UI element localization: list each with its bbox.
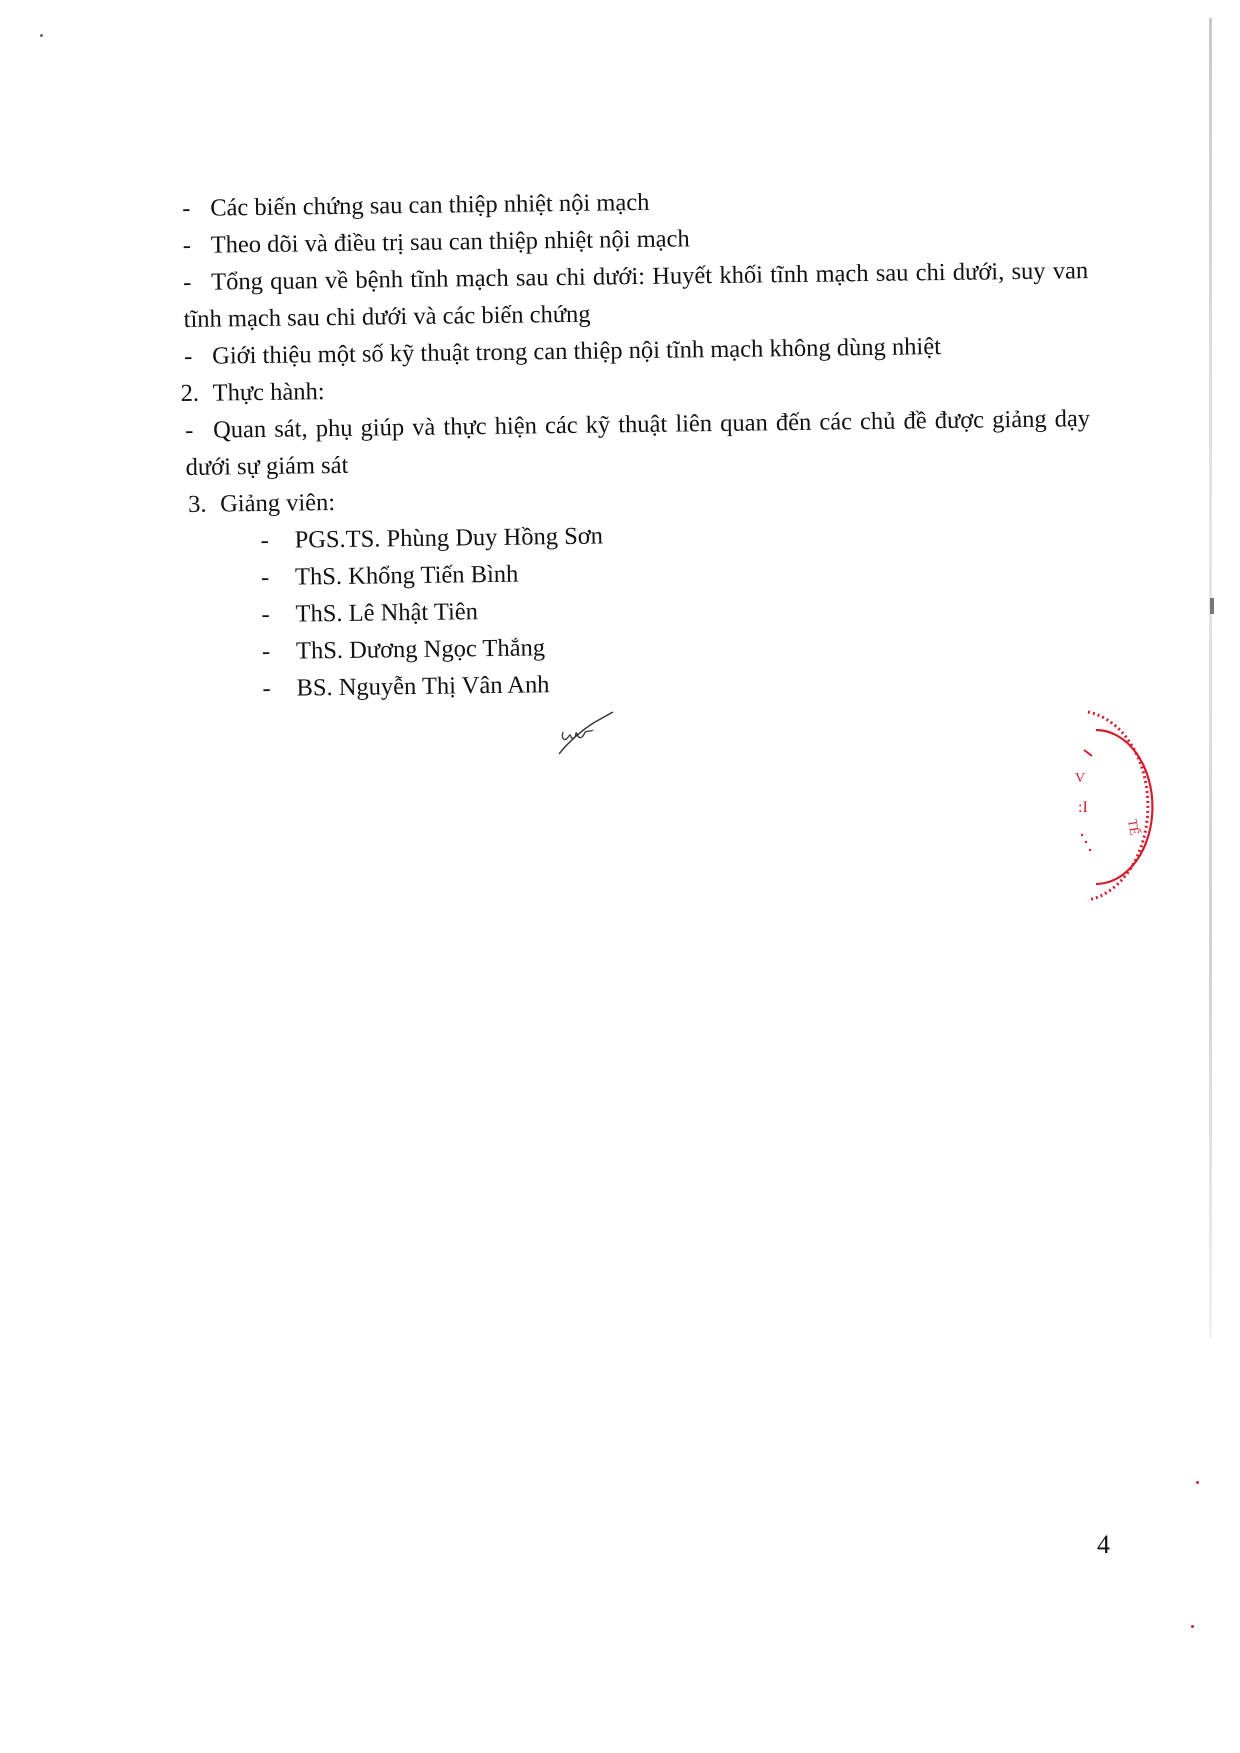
dash-marker: - (261, 600, 270, 628)
bullet-text: Theo dõi và điều trị sau can thiệp nhiệt nội mạch (210, 225, 690, 259)
dash-marker: - (261, 637, 271, 665)
document-body (182, 178, 1089, 708)
lecturer-name: ThS. Khổng Tiến Bình (294, 560, 519, 591)
scan-speck (40, 34, 43, 37)
lecturer-name: BS. Nguyễn Thị Vân Anh (296, 671, 550, 702)
initials-signature (555, 710, 615, 760)
lecturer-name: ThS. Dương Ngọc Thắng (295, 634, 546, 665)
bullet-text: Quan sát, phụ giúp và thực hiện các kỹ thuật liên quan đến các chủ đề được giảng dạy dưới sự giám sát (185, 405, 1091, 481)
bullet-item (183, 252, 1089, 338)
bullet-text: Các biến chứng sau can thiệp nhiệt nội mạch (210, 188, 650, 222)
dash-marker: - (184, 342, 193, 370)
scan-edge-shadow (1209, 18, 1212, 1338)
bullet-text: Tổng quan về bệnh tĩnh mạch sau chi dưới: Huyết khối tĩnh mạch sau chi dưới, suy van tĩnh mạch sau chi dưới và các biến chứng (183, 257, 1089, 333)
svg-text:V: V (1075, 771, 1086, 786)
dash-marker: - (260, 563, 270, 591)
stamp-text: TẾ (1125, 817, 1143, 837)
dash-marker: - (262, 674, 271, 702)
bullet-text: Giới thiệu một số kỹ thuật trong can thiệp nội tĩnh mạch không dùng nhiệt (212, 333, 942, 370)
bullet-item (185, 400, 1091, 486)
section-number: 3. (187, 490, 207, 518)
lecturer-name: ThS. Lê Nhật Tiên (295, 598, 479, 628)
scan-speck (1196, 1481, 1199, 1484)
section-title: Giảng viên: (219, 489, 336, 518)
official-stamp-seal (1075, 700, 1180, 910)
scan-edge-mark (1210, 598, 1214, 614)
dash-marker: - (182, 194, 191, 222)
dash-marker: - (182, 231, 192, 259)
lecturer-list (186, 511, 1088, 708)
scan-speck (1191, 1625, 1194, 1628)
dash-marker: - (184, 416, 194, 444)
dash-marker: - (183, 268, 192, 296)
section-number: 2. (180, 379, 200, 408)
lecturer-name: PGS.TS. Phùng Duy Hồng Sơn (294, 522, 604, 554)
page-number: 4 (1097, 1530, 1110, 1559)
section-title: Thực hành: (212, 378, 325, 407)
dash-marker: - (260, 526, 269, 555)
svg-text::I: :I (1078, 799, 1088, 816)
